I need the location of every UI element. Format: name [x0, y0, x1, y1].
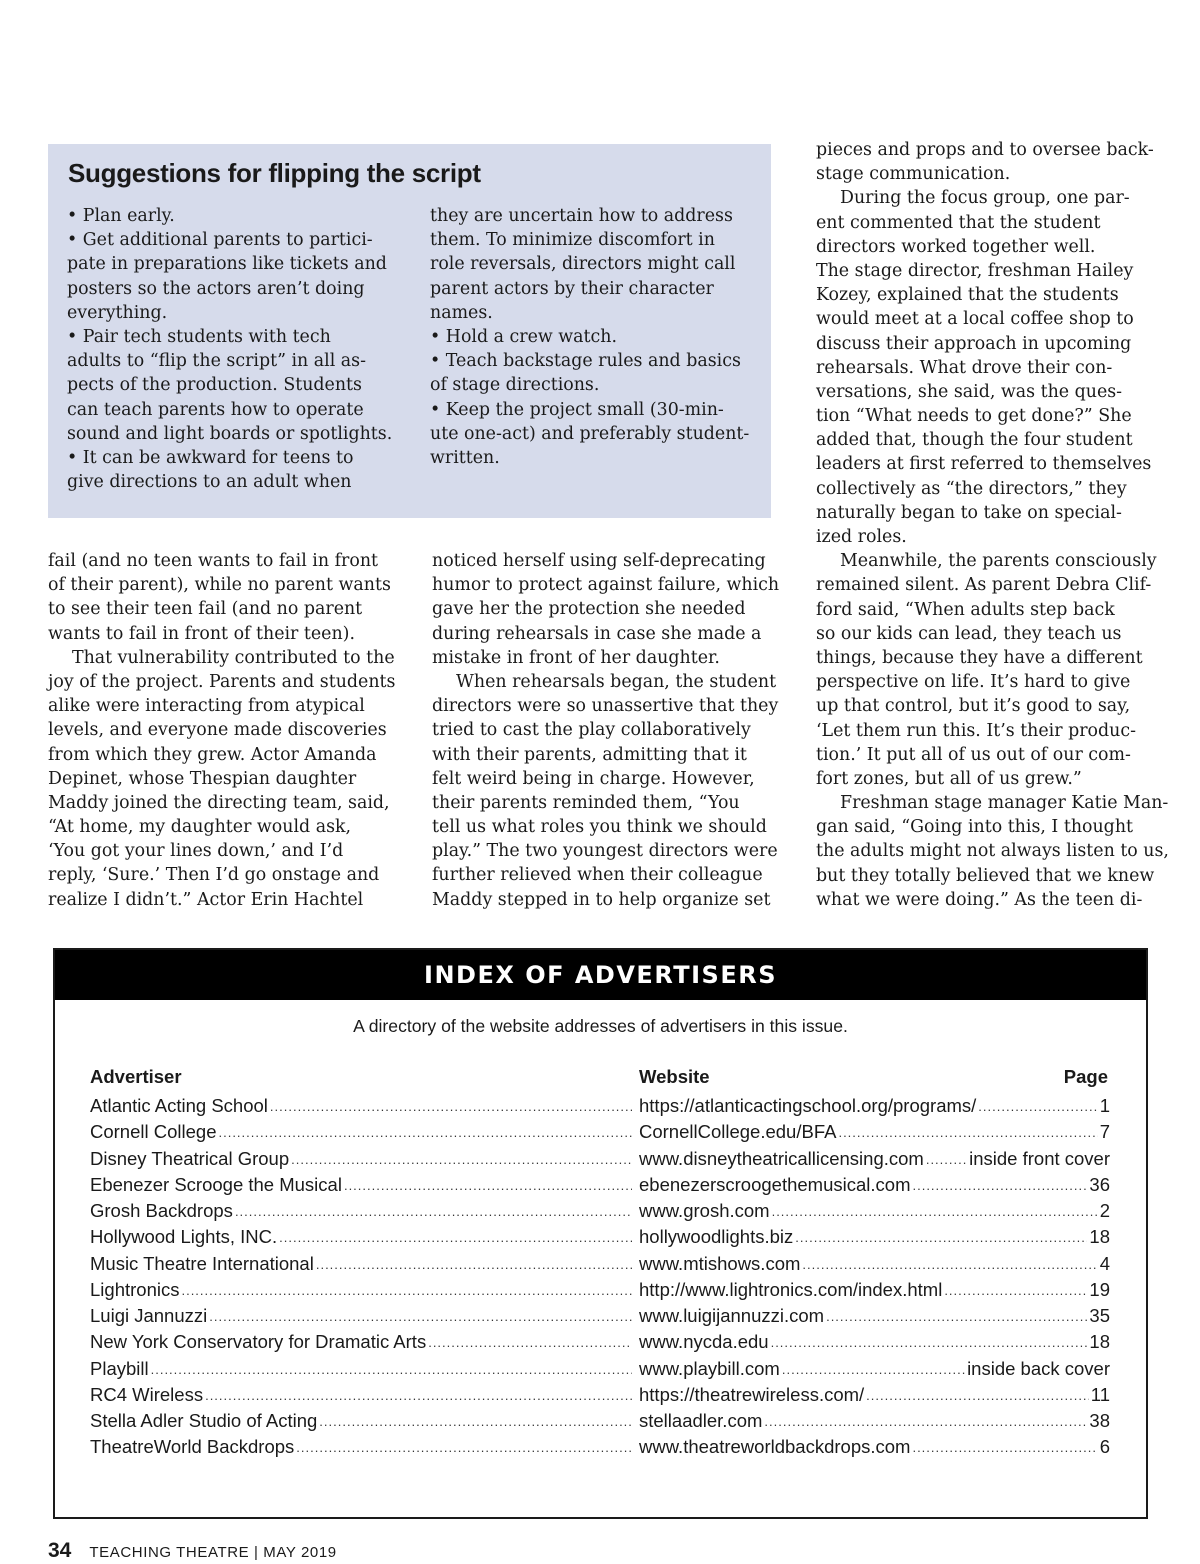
leader-dots [772, 1198, 1098, 1226]
article-line: Meanwhile, the parents consciously [840, 551, 1157, 572]
advertiser-website[interactable]: www.luigijannuzzi.com [639, 1305, 825, 1326]
sidebar-line: • Get additional parents to partici- [67, 230, 373, 251]
advertiser-name: Lightronics [90, 1278, 180, 1300]
article-line: of their parent), while no parent wants [48, 575, 391, 596]
advertiser-page: 2 [1099, 1200, 1110, 1221]
table-row [90, 1408, 1110, 1434]
advertiser-page: inside front cover [969, 1147, 1110, 1169]
leader-dots [291, 1146, 632, 1174]
advertiser-website[interactable]: www.playbill.com [639, 1357, 780, 1379]
advertiser-website[interactable]: www.mtishows.com [639, 1252, 801, 1274]
leader-dots [866, 1382, 1089, 1410]
leader-dots [428, 1329, 632, 1357]
table-row [90, 1198, 1110, 1224]
article-line: tion “What needs to get done?” She [816, 406, 1132, 427]
table-row [90, 1119, 1110, 1145]
article-column-3 [816, 138, 1169, 912]
advertiser-name: Playbill [90, 1357, 149, 1379]
article-line: wants to fail in front of their teen). [48, 623, 355, 644]
sidebar-line: parent actors by their character [430, 278, 714, 299]
article-line: versations, she said, was the ques- [816, 381, 1123, 402]
leader-dots [912, 1172, 1087, 1200]
sidebar-line: pate in preparations like tickets and [67, 254, 387, 275]
article-line: so our kids can lead, they teach us [816, 623, 1122, 644]
article-line: leaders at first referred to themselves [816, 454, 1152, 475]
article-line: ‘You got your lines down,’ and I’d [48, 841, 344, 862]
advertiser-website[interactable]: www.grosh.com [639, 1200, 770, 1221]
table-row [90, 1356, 1110, 1382]
advertiser-page: 7 [1099, 1121, 1110, 1143]
article-line: further relieved when their colleague [432, 865, 763, 886]
column-header-page: Page [1063, 1066, 1108, 1087]
sidebar-column-2 [430, 204, 760, 470]
column-header-advertiser: Advertiser [90, 1066, 182, 1087]
table-row [90, 1172, 1110, 1198]
leader-dots [235, 1198, 632, 1226]
article-column-1 [48, 549, 396, 912]
advertiser-page: 18 [1089, 1331, 1110, 1353]
leader-dots [926, 1146, 967, 1174]
leader-dots [344, 1172, 632, 1200]
leader-dots [279, 1224, 632, 1252]
advertiser-name: RC4 Wireless [90, 1383, 204, 1405]
article-line: collectively as “the directors,” they [816, 478, 1127, 499]
sidebar-line: posters so the actors aren’t doing [67, 278, 365, 299]
leader-dots [838, 1119, 1097, 1147]
sidebar-box [48, 144, 771, 518]
article-line: during rehearsals in case she made a [432, 623, 762, 644]
advertiser-name: Music Theatre International [90, 1252, 314, 1274]
leader-dots [209, 1303, 632, 1331]
sidebar-line: they are uncertain how to address [430, 206, 733, 226]
advertiser-name: Stella Adler Studio of Acting [90, 1410, 318, 1431]
sidebar-line: ute one-act) and preferably student- [430, 423, 750, 444]
article-line: During the focus group, one par- [840, 188, 1130, 209]
article-line: “At home, my daughter would ask, [48, 817, 352, 838]
article-line: from which they grew. Actor Amanda [48, 744, 377, 765]
table-row [90, 1329, 1110, 1355]
sidebar-line: names. [430, 302, 493, 323]
article-column-2 [432, 549, 780, 912]
article-line: ent commented that the student [816, 212, 1101, 233]
advertiser-name: New York Conservatory for Dramatic Arts [90, 1331, 427, 1353]
article-line: fail (and no teen wants to fail in front [48, 551, 379, 571]
publication-name: TEACHING THEATRE | MAY 2019 [89, 1544, 337, 1561]
advertiser-name: Luigi Jannuzzi [90, 1305, 208, 1326]
leader-dots [151, 1356, 632, 1384]
article-line: the adults might not always listen to us, [816, 841, 1169, 862]
leader-dots [296, 1434, 632, 1462]
page-footer [48, 1539, 337, 1563]
article-line: That vulnerability contributed to the [72, 647, 395, 668]
leader-dots [826, 1303, 1087, 1331]
article-line: their parents reminded them, “You [432, 792, 740, 813]
article-line: felt weird being in charge. However, [432, 768, 755, 789]
leader-dots [912, 1434, 1097, 1462]
sidebar-line: • It can be awkward for teens to [67, 447, 354, 468]
article-line: directors worked together well. [816, 236, 1096, 257]
leader-dots [218, 1119, 632, 1147]
sidebar-line: • Pair tech students with tech [67, 326, 331, 347]
advertiser-name: Disney Theatrical Group [90, 1147, 290, 1169]
table-row [90, 1277, 1110, 1303]
leader-dots [270, 1093, 632, 1121]
article-line: Maddy stepped in to help organize set [432, 889, 771, 910]
sidebar-line: • Teach backstage rules and basics [430, 351, 741, 372]
page-number: 34 [48, 1539, 72, 1562]
article-line: perspective on life. It’s hard to give [816, 672, 1131, 693]
sidebar-line: sound and light boards or spotlights. [67, 423, 393, 444]
index-description: A directory of the website addresses of advertisers in this issue. [353, 1016, 848, 1036]
article-line: realize I didn’t.” Actor Erin Hachtel [48, 889, 364, 910]
leader-dots [795, 1224, 1087, 1252]
article-line: reply, ‘Sure.’ Then I’d go onstage and [48, 865, 380, 886]
column-header-website: Website [639, 1066, 710, 1087]
leader-dots [782, 1356, 965, 1384]
article-line: Depinet, whose Thespian daughter [48, 768, 357, 789]
article-line: fort zones, but all of us grew.” [816, 768, 1082, 789]
article-line: to see their teen fail (and no parent [48, 599, 363, 620]
article-line: added that, though the four student [816, 430, 1133, 451]
advertiser-name: TheatreWorld Backdrops [90, 1436, 295, 1458]
advertiser-page: 38 [1089, 1410, 1110, 1431]
table-row [90, 1382, 1110, 1408]
advertiser-website[interactable]: www.theatreworldbackdrops.com [639, 1436, 911, 1458]
article-line: with their parents, admitting that it [432, 744, 747, 765]
sidebar-line: can teach parents how to operate [67, 399, 364, 420]
sidebar-line: give directions to an adult when [67, 472, 352, 493]
advertiser-name: Grosh Backdrops [90, 1200, 233, 1221]
advertiser-website[interactable]: http://www.lightronics.com/index.html [639, 1278, 943, 1300]
leader-dots [181, 1277, 632, 1305]
article-line: tion.’ It put all of us out of our com- [816, 744, 1131, 765]
sidebar-line: • Hold a crew watch. [430, 326, 618, 347]
advertiser-page: 36 [1089, 1173, 1110, 1195]
advertiser-page: 6 [1099, 1436, 1110, 1458]
article-line: directors were so unassertive that they [432, 696, 779, 717]
article-line: ‘Let them run this. It’s their produc- [816, 720, 1136, 741]
table-row [90, 1224, 1110, 1250]
table-row [90, 1251, 1110, 1277]
advertiser-website[interactable]: www.nycda.edu [639, 1331, 769, 1353]
advertiser-list [90, 1093, 1110, 1461]
advertiser-website[interactable]: https://atlanticactingschool.org/programs/ [639, 1095, 977, 1116]
article-line: Maddy joined the directing team, said, [48, 792, 390, 813]
article-line: alike were interacting from atypical [48, 696, 365, 717]
article-line: humor to protect against failure, which [432, 575, 780, 596]
article-line: Freshman stage manager Katie Man- [840, 793, 1169, 814]
index-title: INDEX OF ADVERTISERS [55, 950, 1146, 1000]
leader-dots [319, 1408, 632, 1436]
advertiser-page: 1 [1099, 1095, 1110, 1116]
article-line: tried to cast the play collaboratively [432, 720, 751, 741]
article-line: rehearsals. What drove their con- [816, 357, 1113, 378]
advertiser-page: inside back cover [967, 1357, 1110, 1379]
article-line: but they totally believed that we knew [816, 865, 1155, 886]
advertiser-website[interactable]: www.disneytheatricallicensing.com [639, 1147, 924, 1169]
advertiser-index [53, 948, 1148, 1519]
sidebar-line: pects of the production. Students [67, 375, 362, 396]
article-line: discuss their approach in upcoming [816, 333, 1132, 354]
sidebar-line: of stage directions. [430, 375, 600, 396]
sidebar-line: adults to “flip the script” in all as- [67, 351, 366, 372]
table-row [90, 1093, 1110, 1119]
article-line: mistake in front of her daughter. [432, 647, 720, 668]
article-line: The stage director, freshman Hailey [816, 260, 1134, 281]
advertiser-name: Ebenezer Scrooge the Musical [90, 1173, 342, 1195]
table-row [90, 1146, 1110, 1172]
article-line: When rehearsals began, the student [456, 671, 777, 692]
leader-dots [764, 1408, 1087, 1436]
sidebar-line: • Plan early. [67, 206, 175, 226]
advertiser-page: 18 [1089, 1226, 1110, 1248]
advertiser-website[interactable]: ebenezerscroogethemusical.com [639, 1173, 911, 1195]
leader-dots [771, 1329, 1088, 1357]
sidebar-line: them. To minimize discomfort in [430, 230, 715, 251]
article-line: Kozey, explained that the students [816, 285, 1119, 306]
sidebar-title: Suggestions for flipping the script [68, 158, 481, 188]
sidebar-column-1 [67, 204, 412, 494]
advertiser-page: 35 [1089, 1305, 1110, 1326]
article-line: joy of the project. Parents and students [48, 671, 396, 692]
advertiser-page: 4 [1099, 1252, 1110, 1274]
advertiser-page: 19 [1089, 1278, 1110, 1300]
article-line: naturally began to take on special- [816, 502, 1122, 523]
advertiser-page: 11 [1090, 1383, 1110, 1405]
article-line: pieces and props and to oversee back- [816, 140, 1154, 160]
leader-dots [802, 1251, 1097, 1279]
advertiser-website[interactable]: hollywoodlights.biz [639, 1226, 794, 1248]
article-line: play.” The two youngest directors were [432, 841, 778, 862]
article-line: things, because they have a different [816, 647, 1143, 668]
leader-dots [944, 1277, 1087, 1305]
article-line: would meet at a local coffee shop to [816, 309, 1134, 330]
article-line: ford said, “When adults step back [816, 599, 1115, 620]
article-line: stage communication. [816, 164, 1011, 185]
article-line: tell us what roles you think we should [432, 817, 767, 838]
article-line: levels, and everyone made discoveries [48, 720, 387, 741]
article-line: noticed herself using self-deprecating [432, 551, 766, 571]
article-line: remained silent. As parent Debra Clif- [816, 575, 1152, 596]
advertiser-name: Cornell College [90, 1121, 217, 1143]
advertiser-name: Hollywood Lights, INC. [90, 1226, 278, 1248]
advertiser-website[interactable]: stellaadler.com [639, 1410, 763, 1431]
leader-dots [205, 1382, 632, 1410]
article-line: gave her the protection she needed [432, 599, 746, 620]
sidebar-line: • Keep the project small (30-min- [430, 399, 724, 420]
leader-dots [978, 1093, 1097, 1121]
advertiser-website[interactable]: CornellCollege.edu/BFA [639, 1121, 837, 1143]
article-line: ized roles. [816, 527, 907, 547]
advertiser-name: Atlantic Acting School [90, 1095, 268, 1116]
sidebar-line: everything. [67, 302, 168, 323]
sidebar-line: role reversals, directors might call [430, 254, 736, 275]
leader-dots [316, 1251, 632, 1279]
article-line: up that control, but it’s good to say, [816, 696, 1131, 717]
advertiser-website[interactable]: https://theatrewireless.com/ [639, 1383, 865, 1405]
article-line: gan said, “Going into this, I thought [816, 817, 1134, 838]
table-row [90, 1434, 1110, 1460]
sidebar-line: written. [430, 447, 500, 468]
article-line: what we were doing.” As the teen di- [816, 889, 1143, 910]
table-row [90, 1303, 1110, 1329]
